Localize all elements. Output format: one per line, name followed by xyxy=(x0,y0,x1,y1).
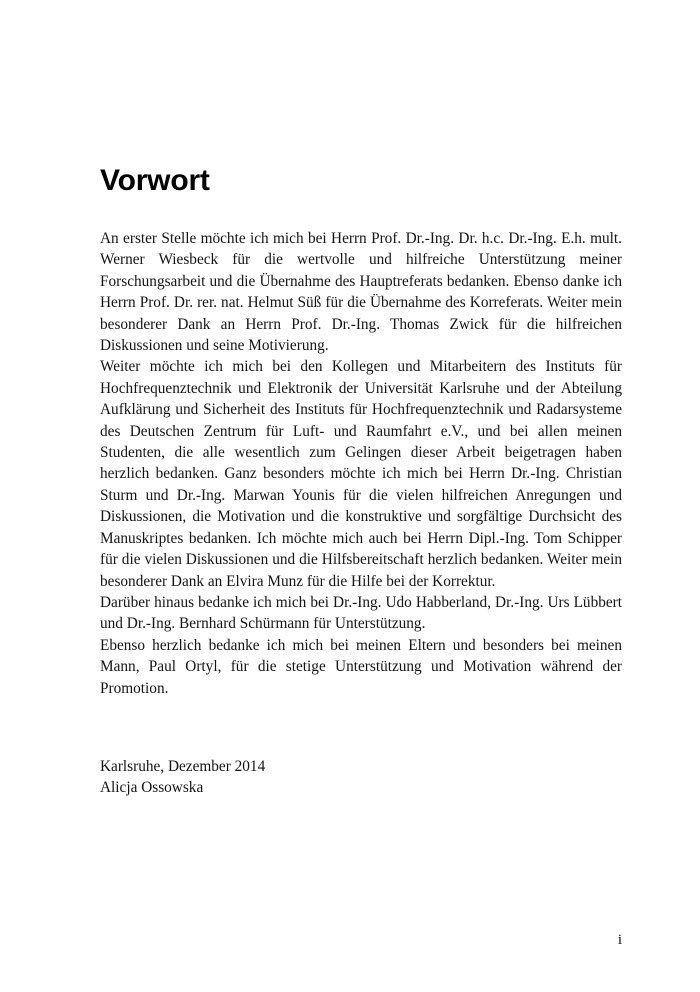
page-title: Vorwort xyxy=(100,164,210,197)
paragraph: An erster Stelle möchte ich mich bei Herrn Prof. Dr.-Ing. Dr. h.c. Dr.-Ing. E.h. mult. Werner Wiesbeck für die wertvolle und hilfreiche Unterstützung meiner Forschungsarbeit und die Übernahme des Hauptreferats bedanken. Ebenso danke ich Herrn Prof. Dr. rer. nat. Helmut Süß für die Übernahme des Korreferats. Weiter mein besonderer Dank an Herrn Prof. Dr.-Ing. Thomas Zwick für die hilfreichen Diskussionen und seine Motivierung. xyxy=(100,230,622,355)
signature-author: Alicja Ossowska xyxy=(100,779,204,797)
signature-place-date: Karlsruhe, Dezember 2014 xyxy=(100,757,266,775)
paragraph: Ebenso herzlich bedanke ich mich bei meinen Eltern und besonders bei meinen Mann, Paul Ortyl, für die stetige Unterstützung und Motivation während der Promotion. xyxy=(100,636,622,697)
paragraph: Darüber hinaus bedanke ich mich bei Dr.-Ing. Udo Habberland, Dr.-Ing. Urs Lübbert und Dr.-Ing. Bernhard Schürmann für Unterstützung. xyxy=(100,593,622,633)
preface-body xyxy=(100,198,622,699)
paragraph: Weiter möchte ich mich bei den Kollegen und Mitarbeitern des Instituts für Hochfrequenztechnik und Elektronik der Universität Karlsruhe und der Abteilung Aufklärung und Sicherheit des Instituts für Hochfrequenztechnik und Radarsysteme des Deutschen Zentrum für Luft- und Raumfahrt e.V., und bei allen meinen Studenten, die alle wesentlich zum Gelingen dieser Arbeit beigetragen haben herzlich bedanken. Ganz besonders möchte ich mich bei Herrn Dr.-Ing. Christian Sturm und Dr.-Ing. Marwan Younis für die vielen hilfreichen Anregungen und Diskussionen, die Motivation und die konstruktive und sorgfältige Durchsicht des Manuskriptes bedanken. Ich möchte mich auch bei Herrn Dipl.-Ing. Tom Schipper für die vielen Diskussionen und die Hilfsbereitschaft herzlich bedanken. Weiter mein besonderer Dank an Elvira Munz für die Hilfe bei der Korrektur. xyxy=(100,358,622,590)
page-number: i xyxy=(617,932,622,948)
signature-block xyxy=(100,756,622,799)
page-content xyxy=(100,0,622,799)
